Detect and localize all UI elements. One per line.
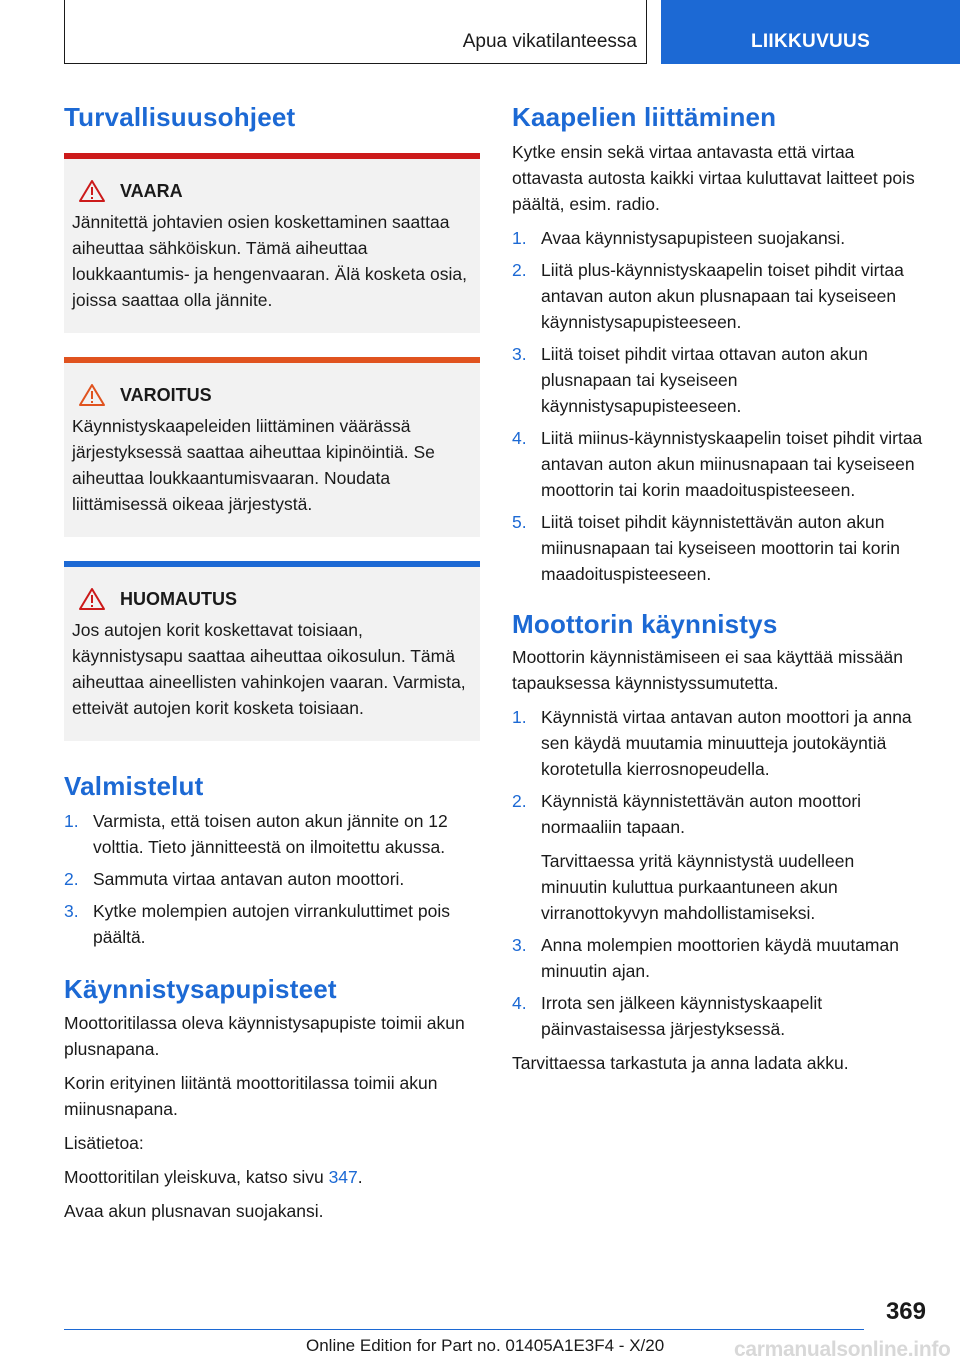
list-item: 3. Anna molempien moottorien käydä muutaman minuutin ajan.	[512, 935, 899, 982]
watermark: carmanualsonline.info	[734, 1338, 951, 1361]
header-chapter-tab[interactable]: LIIKKUVUUS	[661, 0, 960, 64]
danger-box	[64, 153, 480, 333]
prep-steps	[64, 808, 480, 950]
danger-title-row	[72, 177, 472, 205]
list-item: 2. Liitä plus-käynnistyskaapelin toiset pihdit virtaa antavan auton akun plusnapaan tai kyseiseen käynnistysapupisteeseen.	[512, 260, 904, 333]
list-item: 3. Kytke molempien autojen virrankuluttimet pois päältä.	[64, 901, 450, 948]
jump-points-text-2: Korin erityinen liitäntä moottoritilassa toimii akun miinusnapana.	[64, 1072, 438, 1119]
more-info-label: Lisätietoa:	[64, 1132, 144, 1153]
safety-heading: Turvallisuusohjeet	[64, 102, 296, 132]
engine-start-heading: Moottorin käynnistys	[512, 609, 778, 640]
list-item: 4. Liitä miinus-käynnistyskaapelin toiset pihdit virtaa antavan auton akun miinusnapaan tai kyseiseen moottorin tai korin maadoituspisteeseen.	[512, 428, 923, 501]
cables-heading: Kaapelien liittäminen	[512, 102, 777, 132]
list-item: 2. Käynnistä käynnistettävän auton moottori normaaliin tapaan. Tarvittaessa yritä käynnistystä uudelleen minuutin kuluttua purkaantuneen akun virranottokyvyn mahdollistamiseksi.	[512, 788, 924, 926]
engine-steps	[512, 704, 924, 1042]
notice-title-row	[72, 585, 472, 613]
notice-title: HUOMAUTUS	[120, 589, 237, 610]
cross-reference: Moottoritilan yleiskuva, katso sivu 347.	[64, 1166, 363, 1187]
edition-label: Online Edition for Part no. 01405A1E3F4 - X/20	[306, 1336, 665, 1355]
prep-heading: Valmistelut	[64, 771, 204, 802]
danger-title: VAARA	[120, 181, 183, 202]
footer-divider	[64, 1329, 864, 1330]
warning-triangle-icon	[78, 587, 106, 611]
jump-points-text-5: Avaa akun plusnavan suojakansi.	[64, 1200, 324, 1221]
list-item: 4. Irrota sen jälkeen käynnistyskaapelit päinvastaisessa järjestyksessä.	[512, 993, 823, 1040]
list-item: 1. Käynnistä virtaa antavan auton moottori ja anna sen käydä muutamia minuutteja joutokäyntiä korotetulla kierrosnopeudella.	[512, 707, 912, 780]
caution-box	[64, 357, 480, 537]
caution-title: VAROITUS	[120, 385, 212, 406]
list-item: 3. Liitä toiset pihdit virtaa ottavan auton akun plusnapaan tai kyseiseen käynnistysapupisteeseen.	[512, 344, 868, 417]
caution-title-row	[72, 381, 472, 409]
page-link[interactable]: 347	[328, 1166, 358, 1187]
list-item: 2. Sammuta virtaa antavan auton moottori.	[64, 869, 405, 890]
jump-points-text-1: Moottoritilassa oleva käynnistysapupiste toimii akun plusnapana.	[64, 1012, 465, 1059]
engine-start-intro: Moottorin käynnistämiseen ei saa käyttää missään tapauksessa käynnistyssumutetta.	[512, 647, 904, 694]
notice-box	[64, 561, 480, 741]
danger-text: Jännitettä johtavien osien koskettaminen saattaa aiheuttaa sähköiskun. Tämä aiheuttaa loukkaantumis- ja hengenvaaran. Älä kosketa osia, joissa saattaa olla jännite.	[72, 212, 467, 311]
list-item-note: Tarvittaessa yritä käynnistystä uudelleen minuutin kuluttua purkaantuneen akun virranottokyvyn mahdollistamiseksi.	[541, 851, 855, 924]
warning-triangle-icon	[78, 179, 106, 203]
engine-start-outro: Tarvittaessa tarkastuta ja anna ladata akku.	[512, 1053, 849, 1074]
list-item: 5. Liitä toiset pihdit käynnistettävän auton akun miinusnapaan tai kyseiseen moottorin tai korin maadoituspisteeseen.	[512, 512, 900, 585]
jump-points-heading: Käynnistysapupisteet	[64, 974, 337, 1005]
cable-steps	[512, 225, 924, 587]
header-section-title: Apua vikatilanteessa	[462, 31, 637, 52]
list-item: 1. Avaa käynnistysapupisteen suojakansi.	[512, 228, 846, 249]
warning-triangle-icon	[78, 383, 106, 407]
page-number: 369	[885, 1298, 926, 1325]
caution-text: Käynnistyskaapeleiden liittäminen väärässä järjestyksessä saattaa aiheuttaa kipinöintiä. Se aiheuttaa loukkaantumisvaaran. Noudata liittämisessä oikeaa järjestystä.	[72, 416, 435, 515]
cables-intro: Kytke ensin sekä virtaa antavasta että virtaa ottavasta autosta kaikki virtaa kuluttavat laitteet pois päältä, esim. radio.	[512, 142, 915, 215]
left-column	[64, 96, 480, 1224]
notice-text: Jos autojen korit koskettavat toisiaan, käynnistysapu saattaa aiheuttaa oikosulun. Tämä aiheuttaa aineellisten vahinkojen vaaran. Varmista, etteivät autojen korit kosketa toisiaan.	[72, 620, 466, 719]
list-item: 1. Varmista, että toisen auton akun jännite on 12 volttia. Tieto jännitteestä on ilmoitettu akussa.	[64, 811, 448, 858]
right-column	[512, 96, 924, 1076]
